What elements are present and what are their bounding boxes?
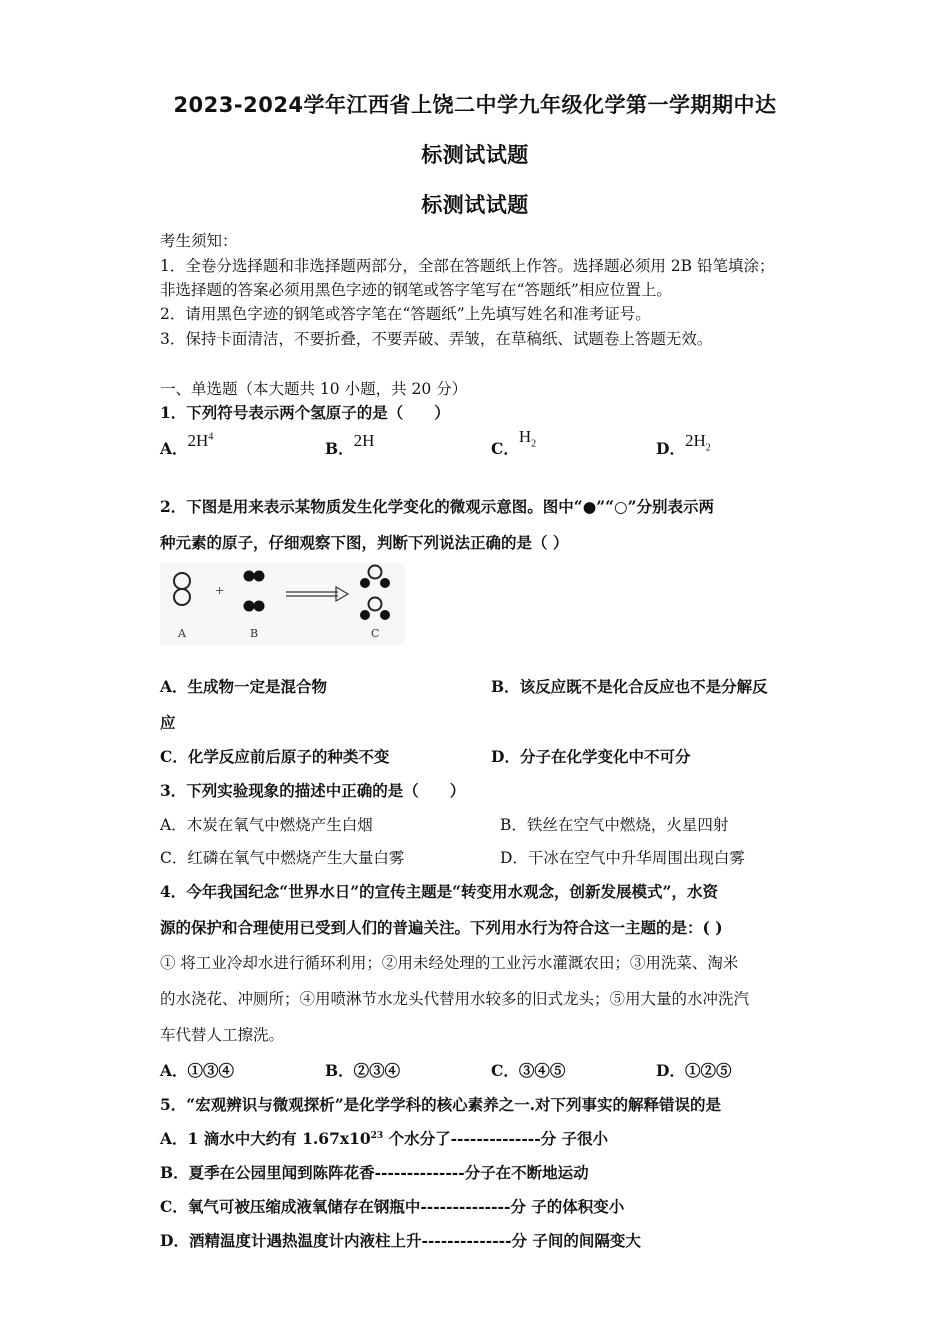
question-4-option-c: C．③④⑤	[491, 1061, 566, 1080]
question-4-option-d: D．①②⑤	[656, 1061, 732, 1080]
question-5-option-c: C．氧气可被压缩成液氧储存在钢瓶中--------------分 子的体积变小	[160, 1197, 625, 1216]
formula-superscript: 4	[208, 431, 214, 443]
notice-item-1a: 1．全卷分选择题和非选择题两部分，全部在答题纸上作答。选择题必须用 2B 铅笔填涂；	[160, 257, 775, 275]
question-2-stem-1: 2．下图是用来表示某物质发生化学变化的微观示意图。图中“●”“○”分别表示两	[160, 497, 714, 516]
question-1-option-a	[160, 431, 214, 459]
question-4-option-b: B．②③④	[325, 1061, 401, 1080]
exam-title-line3: 标测试试题	[421, 193, 529, 217]
section-heading: 一、单选题（本大题共 10 小题，共 20 分）	[160, 380, 468, 398]
label-a: A	[178, 627, 186, 640]
question-3-stem: 3．下列实验现象的描述中正确的是（ ）	[160, 781, 466, 800]
question-3-option-d: D．干冰在空气中升华周围出现白雾	[500, 849, 745, 867]
plus-sign: +	[215, 584, 225, 597]
formula-2h: 2H	[353, 431, 375, 450]
notice-item-3: 3．保持卡面清洁，不要折叠，不要弄破、弄皱，在草稿纸、试题卷上答题无效。	[160, 330, 713, 348]
question-4-option-a: A．①③④	[160, 1061, 235, 1080]
formula-2h2: 2H	[684, 431, 706, 450]
question-4-stem-2: 源的保护和合理使用已受到人们的普遍关注。下列用水行为符合这一主题的是：( )	[160, 918, 723, 937]
question-4-stem-1: 4．今年我国纪念“世界水日”的宣传主题是“转变用水观念，创新发展模式”，水资	[160, 882, 718, 901]
question-1-option-b	[325, 431, 375, 459]
question-2-stem-2: 种元素的原子，仔细观察下图，判断下列说法正确的是（ ）	[160, 533, 569, 552]
notice-item-2: 2．请用黑色字迹的钢笔或答字笔在“答题纸”上先填写姓名和准考证号。	[160, 305, 651, 323]
question-3-option-c: C．红磷在氧气中燃烧产生大量白雾	[160, 849, 405, 867]
label-b: B	[250, 627, 259, 640]
option-d-label: D．	[656, 439, 685, 458]
formula-h2: H	[518, 427, 532, 446]
exam-title-line2: 标测试试题	[421, 143, 529, 167]
notice-item-1b: 非选择题的答案必须用黑色字迹的钢笔或答字笔写在“答题纸”相应位置上。	[160, 281, 672, 299]
question-2-option-b: B．该反应既不是化合反应也不是分解反	[491, 677, 768, 696]
question-3-option-a: A．木炭在氧气中燃烧产生白烟	[160, 816, 373, 834]
question-5-option-a	[160, 1127, 608, 1149]
option-a-text: A．1 滴水中大约有 1.67x10	[160, 1129, 371, 1148]
reaction-diagram	[160, 563, 405, 645]
option-a-explanation: 个水分了--------------分 子很小	[383, 1129, 609, 1148]
formula-subscript: 2	[531, 438, 537, 450]
question-1-stem: 1．下列符号表示两个氢原子的是（ ）	[160, 403, 450, 422]
question-2-option-b-cont: 应	[160, 713, 176, 732]
question-4-stem-4: 的水浇花、冲厕所；④用喷淋节水龙头代替用水较多的旧式龙头；⑤用大量的水冲洗汽	[160, 990, 750, 1008]
label-c: C	[371, 627, 380, 640]
question-2-option-d: D．分子在化学变化中不可分	[491, 747, 691, 766]
question-5-option-d: D．酒精温度计遇热温度计内液柱上升--------------分 子间的间隔变大	[160, 1231, 641, 1250]
exponent: 23	[370, 1130, 384, 1141]
notice-heading: 考生须知：	[160, 232, 238, 250]
question-1-option-c	[491, 427, 537, 461]
formula-subscript: 2	[705, 442, 711, 454]
exam-title-line1: 2023-2024学年江西省上饶二中学九年级化学第一学期期中达	[173, 93, 777, 117]
option-a-label: A．	[160, 439, 188, 458]
question-5-option-b: B．夏季在公园里闻到陈阵花香--------------分子在不断地运动	[160, 1163, 589, 1182]
question-3-option-b: B．铁丝在空气中燃烧，火星四射	[500, 816, 729, 834]
formula-2h4: 2H	[187, 431, 209, 450]
option-b-label: B．	[325, 439, 354, 458]
question-1-option-d	[656, 431, 711, 461]
question-4-stem-5: 车代替人工擦洗。	[160, 1026, 285, 1044]
question-4-stem-3: ① 将工业冷却水进行循环利用；②用未经处理的工业污水灌溉农田；③用洗菜、淘米	[160, 954, 739, 972]
question-2-option-c: C．化学反应前后原子的种类不变	[160, 747, 390, 766]
question-5-stem: 5．“宏观辨识与微观探析”是化学学科的核心素养之一.对下列事实的解释错误的是	[160, 1095, 722, 1114]
question-2-option-a: A．生成物一定是混合物	[160, 677, 328, 696]
option-c-label: C．	[491, 439, 519, 458]
